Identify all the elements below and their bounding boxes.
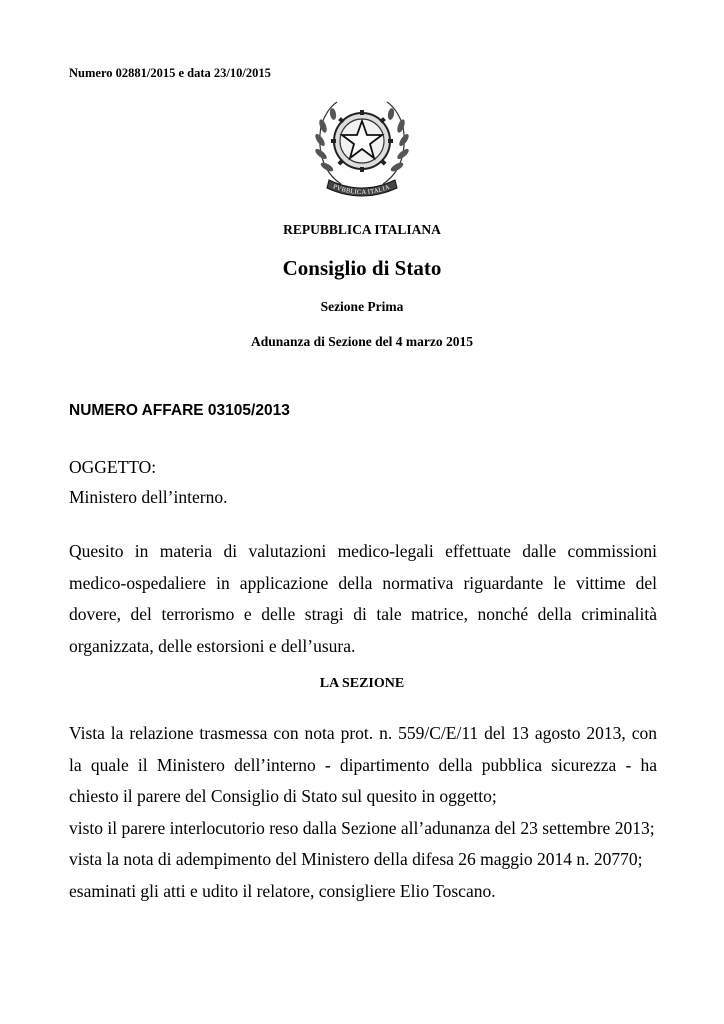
premesse-line: vista la nota di adempimento del Ministero della difesa 26 maggio 2014 n. 20770; [69, 849, 643, 869]
quesito-line: dovere, del terrorismo e delle stragi di tale matrice, nonché della criminalità [69, 604, 657, 624]
emblema-repubblica-italiana-icon [311, 96, 413, 200]
quesito-paragraph [69, 536, 657, 662]
council-title: Consiglio di Stato [282, 256, 442, 280]
quesito-line: Quesito in materia di valutazioni medico-legali effettuate dalle commissioni [69, 541, 657, 561]
affare-number: NUMERO AFFARE 03105/2013 [69, 402, 290, 419]
quesito-line: organizzata, delle estorsioni e dell’usura. [69, 635, 356, 656]
emblem-ribbon-text: PVBBLICA ITALIA [331, 183, 391, 197]
document-number-date: Numero 02881/2015 e data 23/10/2015 [69, 66, 271, 80]
meeting-date: Adunanza di Sezione del 4 marzo 2015 [250, 334, 473, 349]
republic-heading: REPUBBLICA ITALIANA [283, 222, 441, 237]
section-title: Sezione Prima [320, 299, 404, 314]
premesse-line: chiesto il parere del Consiglio di Stato sul quesito in oggetto; [69, 786, 497, 806]
premesse-line: la quale il Ministero dell’interno - dipartimento della pubblica sicurezza - ha [69, 754, 657, 775]
quesito-line: medico-ospedaliere in applicazione della normativa riguardante le vittime del [69, 572, 657, 593]
la-sezione-heading: LA SEZIONE [319, 676, 405, 691]
premesse-line: esaminati gli atti e udito il relatore, consigliere Elio Toscano. [69, 880, 496, 901]
premesse-line: visto il parere interlocutorio reso dalla Sezione all’adunanza del 23 settembre 2013; [69, 817, 655, 838]
oggetto-label: OGGETTO: [69, 457, 157, 477]
oggetto-value: Ministero dell’interno. [69, 487, 228, 507]
emblem-svg [311, 96, 413, 200]
premesse-line: Vista la relazione trasmessa con nota prot. n. 559/C/E/11 del 13 agosto 2013, con [69, 723, 657, 743]
premesse-paragraph [69, 718, 657, 907]
